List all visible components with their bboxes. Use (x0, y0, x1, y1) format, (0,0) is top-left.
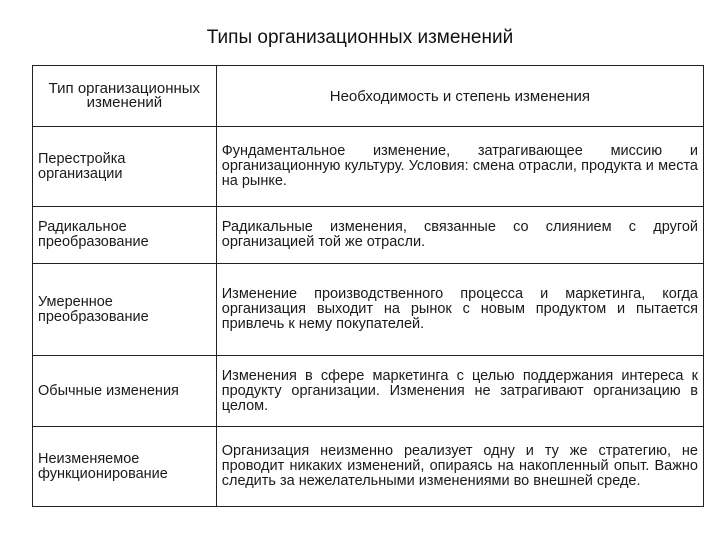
row-type-cell: Перестройка организации (33, 127, 217, 207)
column-header-type: Тип организационных изменений (33, 66, 217, 127)
row-description-cell: Фундаментальное изменение, затрагивающее миссию и организационную культуру. Условия: смена отрасли, продукта и места на рынке. (216, 127, 703, 207)
row-description-cell: Изменения в сфере маркетинга с целью поддержания интереса к продукту организации. Изменения не затрагивают организацию в целом. (216, 356, 703, 427)
table-row (33, 264, 704, 356)
row-type-cell: Неизменяемое функционирование (33, 427, 217, 507)
org-changes-table (32, 65, 704, 507)
page-title: Типы организационных изменений (206, 27, 514, 48)
table-row (33, 356, 704, 427)
row-description-cell: Изменение производственного процесса и маркетинга, когда организация выходит на рынок с новым продуктом и пытается привлечь к нему покупателей. (216, 264, 703, 356)
table-header-row (33, 66, 704, 127)
column-header-necessity: Необходимость и степень изменения (216, 66, 703, 127)
row-description-cell: Радикальные изменения, связанные со слиянием с другой организацией той же отрасли. (216, 207, 703, 264)
row-type-cell: Радикальное преобразование (33, 207, 217, 264)
table-row (33, 127, 704, 207)
table-row (33, 207, 704, 264)
table-row (33, 427, 704, 507)
row-description-cell: Организация неизменно реализует одну и ту же стратегию, не проводит никаких изменений, опираясь на накопленный опыт. Важно следить за нежелательными изменениями во внешней среде. (216, 427, 703, 507)
row-type-cell: Обычные изменения (33, 356, 217, 427)
row-type-cell: Умеренное преобразование (33, 264, 217, 356)
